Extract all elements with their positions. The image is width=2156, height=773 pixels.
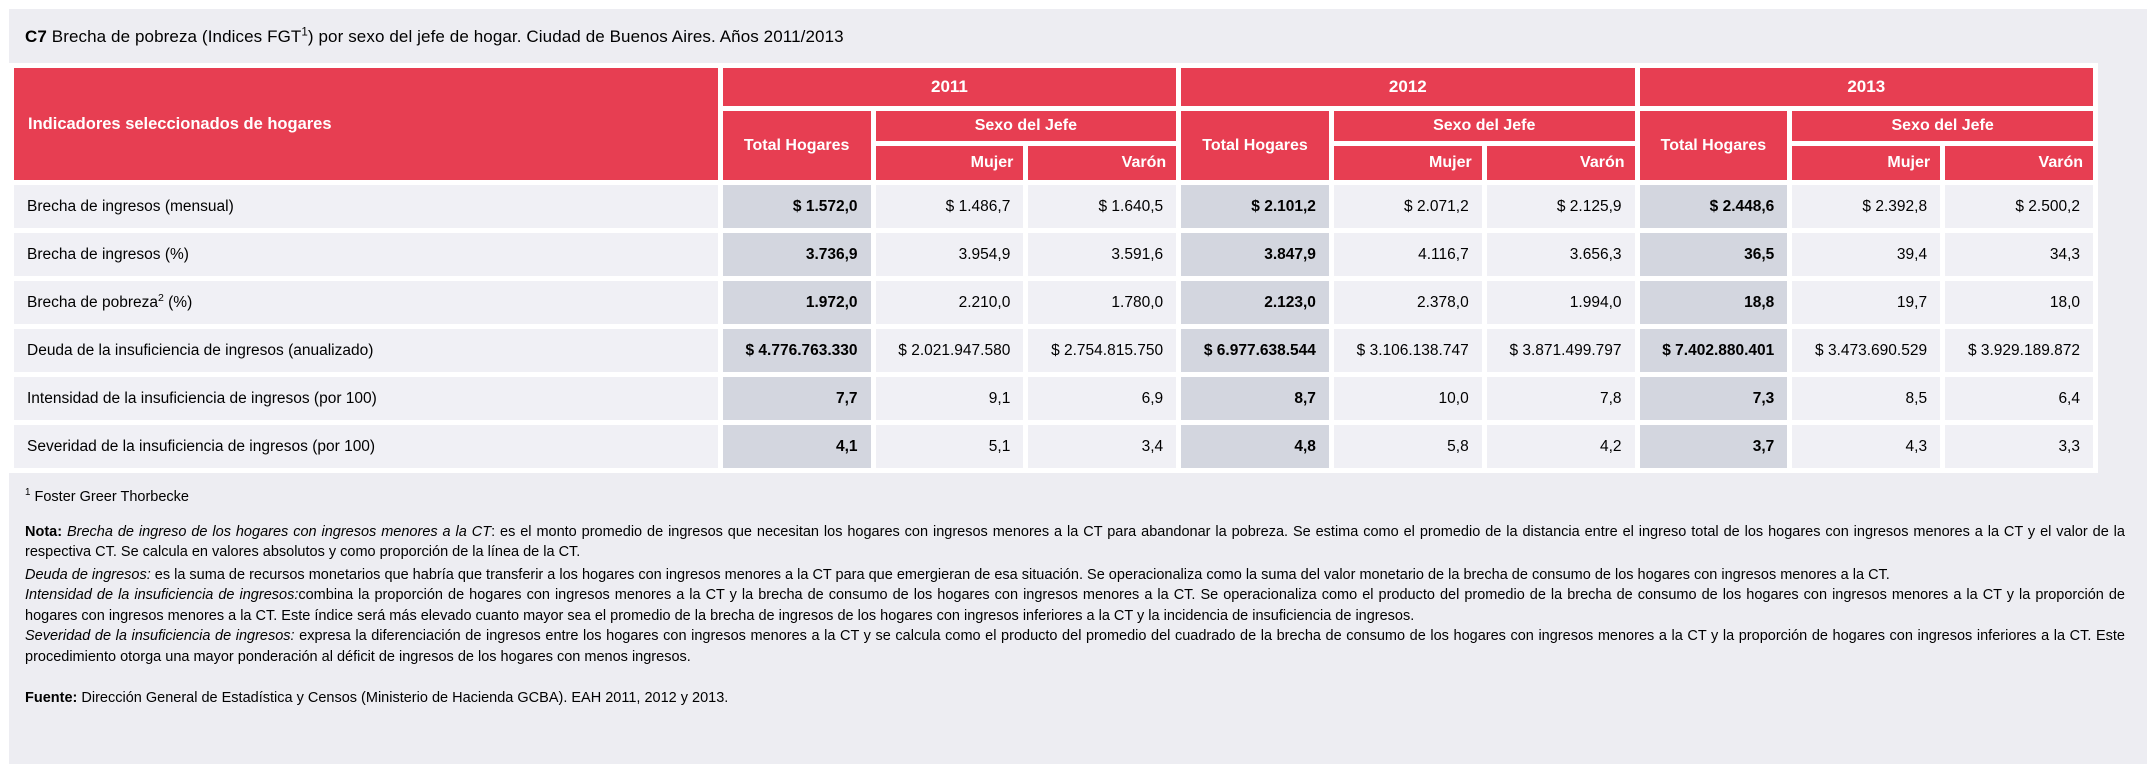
sexo-del-jefe-header-2013: Sexo del Jefe	[1792, 111, 2093, 141]
row-label: Deuda de la insuficiencia de ingresos (anualizado)	[14, 329, 718, 372]
cell-2013-mujer: 19,7	[1792, 281, 1940, 324]
nota-block	[25, 522, 2125, 668]
header-row-years	[14, 68, 2093, 106]
varon-header-2013: Varón	[1945, 146, 2093, 180]
cell-2011-varon: $ 1.640,5	[1028, 185, 1176, 228]
cell-2011-total: 3.736,9	[723, 233, 871, 276]
cell-2012-mujer: 5,8	[1334, 425, 1482, 468]
cell-2012-total: 3.847,9	[1181, 233, 1329, 276]
cell-2012-mujer: $ 2.071,2	[1334, 185, 1482, 228]
table-row-intensidad-insuficiencia	[14, 377, 2093, 420]
row-label: Brecha de pobreza$^2$ (%)	[14, 281, 718, 324]
footnotes-section	[9, 473, 2147, 708]
cell-2013-mujer: $ 2.392,8	[1792, 185, 1940, 228]
cell-2011-varon: 3.591,6	[1028, 233, 1176, 276]
cell-2011-varon: $ 2.754.815.750	[1028, 329, 1176, 372]
mujer-header-2012: Mujer	[1334, 146, 1482, 180]
cell-2012-varon: $ 3.871.499.797	[1487, 329, 1635, 372]
cell-2011-mujer: 2.210,0	[876, 281, 1024, 324]
cell-2013-total: $ 2.448,6	[1640, 185, 1788, 228]
total-hogares-header-2012: Total Hogares	[1181, 111, 1329, 180]
table-row-brecha-ingresos-mensual	[14, 185, 2093, 228]
varon-header-2012: Varón	[1487, 146, 1635, 180]
mujer-header-2013: Mujer	[1792, 146, 1940, 180]
cell-2011-total: $ 1.572,0	[723, 185, 871, 228]
cell-2011-total: 1.972,0	[723, 281, 871, 324]
severidad-paragraph: Severidad de la insuficiencia de ingresos: expresa la diferenciación de ingresos entre los hogares con ingresos menores a la CT y se calcula como el producto del promedio del cuadrado de la brecha de consumo de los hogares con ingresos menores a la CT y la proporción de hogares con ingresos inferiores a la CT. Este procedimiento otorga una mayor ponderación al déficit de ingresos de los hogares con menos ingresos.	[25, 628, 2125, 666]
cell-2011-total: 7,7	[723, 377, 871, 420]
title-tail: ) por sexo del jefe de hogar. Ciudad de Buenos Aires. Años 2011/2013	[307, 27, 844, 46]
cell-2012-total: 4,8	[1181, 425, 1329, 468]
cell-2013-varon: 3,3	[1945, 425, 2093, 468]
title-footnote-ref: 1	[301, 26, 308, 39]
year-header-2011: 2011	[723, 68, 1176, 106]
mujer-header-2011: Mujer	[876, 146, 1024, 180]
year-header-2013: 2013	[1640, 68, 2093, 106]
cell-2013-mujer: 39,4	[1792, 233, 1940, 276]
varon-header-2011: Varón	[1028, 146, 1176, 180]
page-title	[9, 9, 2147, 63]
cell-2013-total: 18,8	[1640, 281, 1788, 324]
row-label: Severidad de la insuficiencia de ingresos (por 100)	[14, 425, 718, 468]
cell-2013-mujer: $ 3.473.690.529	[1792, 329, 1940, 372]
cell-2011-mujer: 3.954,9	[876, 233, 1024, 276]
sexo-del-jefe-header-2011: Sexo del Jefe	[876, 111, 1177, 141]
cell-2013-mujer: 4,3	[1792, 425, 1940, 468]
cell-2013-total: $ 7.402.880.401	[1640, 329, 1788, 372]
cell-2011-total: 4,1	[723, 425, 871, 468]
cell-2013-varon: 34,3	[1945, 233, 2093, 276]
intensidad-paragraph: Intensidad de la insuficiencia de ingresos:combina la proporción de hogares con ingresos menores a la CT y la brecha de consumo de los hogares con ingresos menores a la CT. Se operacionaliza como el producto del promedio de la brecha de consumo de los hogares con ingresos menores a la CT y la proporción de hogares con ingresos menores a la CT. Este índice será más elevado cuanto mayor sea el promedio de la brecha de ingresos de los hogares con ingresos inferiores a la CT y la incidencia de insuficiencia de ingresos.	[25, 587, 2125, 624]
cell-2011-mujer: $ 2.021.947.580	[876, 329, 1024, 372]
report-sheet	[9, 9, 2147, 764]
cell-2013-total: 36,5	[1640, 233, 1788, 276]
fgt-indicators-table	[9, 63, 2098, 473]
cell-2012-mujer: 10,0	[1334, 377, 1482, 420]
cell-2012-total: $ 2.101,2	[1181, 185, 1329, 228]
cell-2013-varon: 6,4	[1945, 377, 2093, 420]
table-row-deuda-insuficiencia	[14, 329, 2093, 372]
cell-2013-mujer: 8,5	[1792, 377, 1940, 420]
table-row-brecha-pobreza-pct	[14, 281, 2093, 324]
cell-2012-total: $ 6.977.638.544	[1181, 329, 1329, 372]
cell-2013-total: 7,3	[1640, 377, 1788, 420]
cell-2011-total: $ 4.776.763.330	[723, 329, 871, 372]
row-label: Brecha de ingresos (%)	[14, 233, 718, 276]
cell-2011-mujer: $ 1.486,7	[876, 185, 1024, 228]
cell-2013-varon: $ 2.500,2	[1945, 185, 2093, 228]
cell-2012-varon: 4,2	[1487, 425, 1635, 468]
cell-2012-mujer: $ 3.106.138.747	[1334, 329, 1482, 372]
cell-2012-varon: 7,8	[1487, 377, 1635, 420]
year-header-2012: 2012	[1181, 68, 1634, 106]
cell-2011-varon: 1.780,0	[1028, 281, 1176, 324]
nota-paragraph: Nota: Brecha de ingreso de los hogares con ingresos menores a la CT: es el monto promedio de ingresos que necesitan los hogares con ingresos menores a la CT para abandonar la pobreza. Se estima como el promedio de la distancia entre el ingreso total de los hogares con ingresos menores a la CT y el valor de la respectiva CT. Se calcula en valores absolutos y como proporción de la línea de la CT.	[25, 523, 2125, 561]
cell-2012-total: 8,7	[1181, 377, 1329, 420]
sexo-del-jefe-header-2012: Sexo del Jefe	[1334, 111, 1635, 141]
footnote-fgt: $^1$ Foster Greer Thorbecke	[25, 487, 189, 505]
cell-2012-total: 2.123,0	[1181, 281, 1329, 324]
cell-2013-total: 3,7	[1640, 425, 1788, 468]
title-code: C7	[25, 27, 47, 46]
row-label: Intensidad de la insuficiencia de ingresos (por 100)	[14, 377, 718, 420]
title-main: Brecha de pobreza (Indices FGT	[46, 27, 302, 46]
cell-2012-varon: 1.994,0	[1487, 281, 1635, 324]
total-hogares-header-2013: Total Hogares	[1640, 111, 1788, 180]
table-row-brecha-ingresos-pct	[14, 233, 2093, 276]
cell-2011-mujer: 5,1	[876, 425, 1024, 468]
cell-2012-varon: 3.656,3	[1487, 233, 1635, 276]
deuda-paragraph: Deuda de ingresos: es la suma de recursos monetarios que habría que transferir a los hogares con ingresos menores a la CT para que emergieran de esa situación. Se operacionaliza como la suma del valor monetario de la brecha de consumo de los hogares con ingresos menores a la CT.	[25, 566, 1890, 583]
cell-2012-mujer: 4.116,7	[1334, 233, 1482, 276]
table-row-severidad-insuficiencia	[14, 425, 2093, 468]
cell-2011-varon: 6,9	[1028, 377, 1176, 420]
row-label: Brecha de ingresos (mensual)	[14, 185, 718, 228]
cell-2013-varon: 18,0	[1945, 281, 2093, 324]
cell-2011-varon: 3,4	[1028, 425, 1176, 468]
cell-2012-varon: $ 2.125,9	[1487, 185, 1635, 228]
corner-header: Indicadores seleccionados de hogares	[14, 68, 718, 180]
cell-2012-mujer: 2.378,0	[1334, 281, 1482, 324]
cell-2011-mujer: 9,1	[876, 377, 1024, 420]
total-hogares-header-2011: Total Hogares	[723, 111, 871, 180]
cell-2013-varon: $ 3.929.189.872	[1945, 329, 2093, 372]
fuente-line: Fuente: Dirección General de Estadística y Censos (Ministerio de Hacienda GCBA). EAH 2011, 2012 y 2013.	[25, 689, 729, 706]
